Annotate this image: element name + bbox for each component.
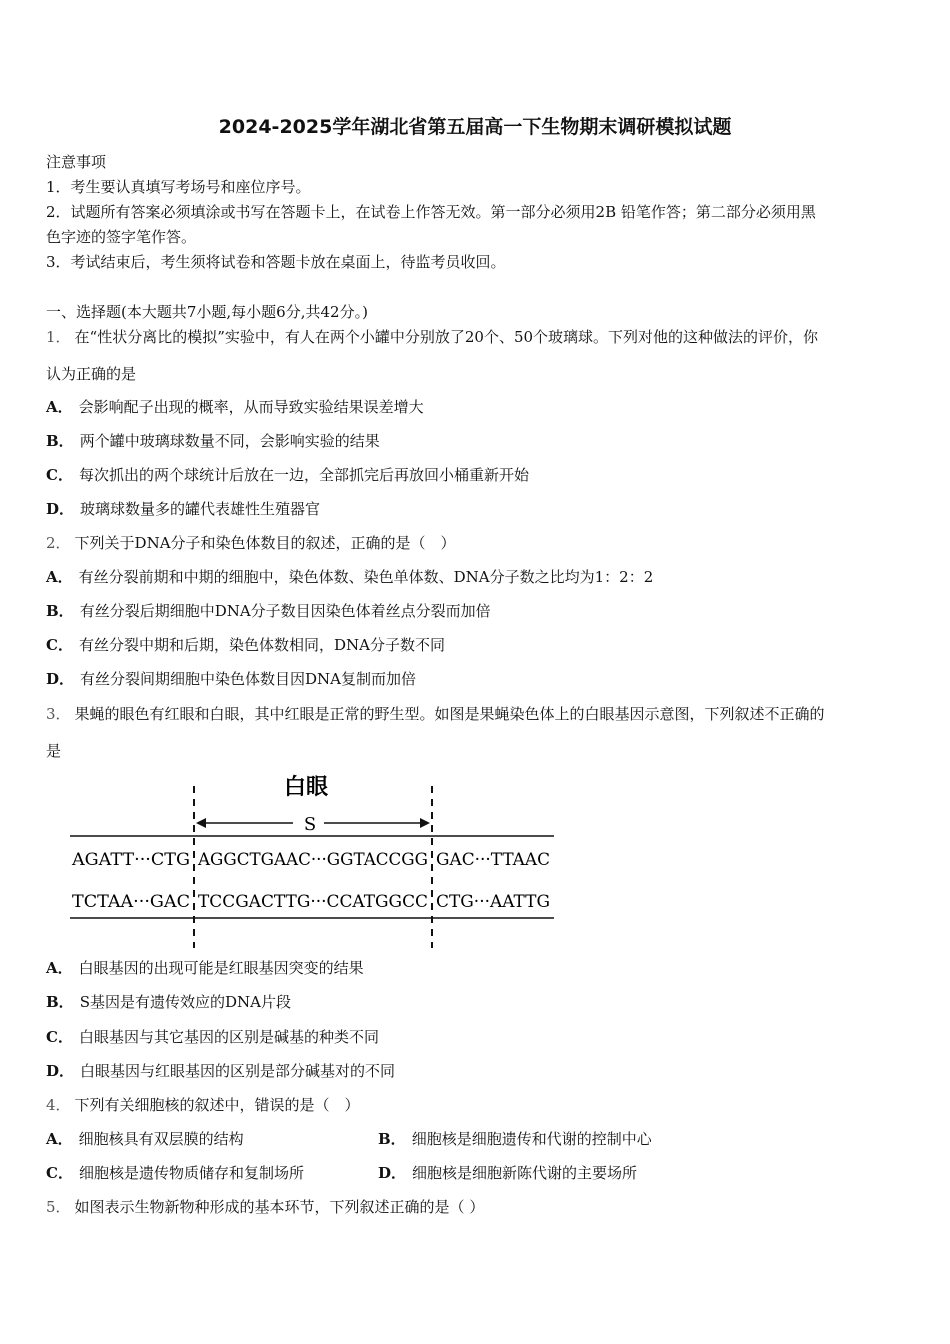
section-heading: 一、选择题(本大题共7小题,每小题6分,共42分。) <box>46 303 368 321</box>
notice-item-3: 3．考试结束后，考生须将试卷和答题卡放在桌面上，待监考员收回。 <box>46 253 506 271</box>
q1-option-a: A． 会影响配子出现的概率，从而导致实验结果误差增大 <box>46 398 424 416</box>
q3-option-d: D． 白眼基因与红眼基因的区别是部分碱基对的不同 <box>46 1062 396 1080</box>
bottom-strand-gene: TCCGACTTG···CCATGGCC <box>198 892 428 912</box>
top-strand-right: GAC···TTAAC <box>436 850 550 870</box>
question-text: 在“性状分离比的模拟”实验中，有人在两个小罐中分别放了20个、50个玻璃球。下列对他的这种做法的评价，你 <box>74 328 819 346</box>
bottom-strand-right: CTG···AATTG <box>436 892 550 912</box>
top-strand-gene: AGGCTGAAC···GGTACCGG <box>197 850 428 870</box>
notice-item-2: 2．试题所有答案必须填涂或书写在答题卡上，在试卷上作答无效。第一部分必须用2B 铅笔作答；第二部分必须用黑 <box>46 203 816 221</box>
question-number: 4． <box>46 1096 71 1114</box>
q4-option-c: C． 细胞核是遗传物质储存和复制场所 <box>46 1164 304 1182</box>
q4-option-b: B． 细胞核是细胞遗传和代谢的控制中心 <box>378 1130 652 1148</box>
question-5-stem <box>46 1197 484 1217</box>
span-label: S <box>303 814 317 835</box>
q3-option-c: C． 白眼基因与其它基因的区别是碱基的种类不同 <box>46 1028 379 1046</box>
q2-option-d: D． 有丝分裂间期细胞中染色体数目因DNA复制而加倍 <box>46 670 417 688</box>
q1-option-d: D． 玻璃球数量多的罐代表雄性生殖器官 <box>46 500 321 518</box>
question-2-stem <box>46 533 456 553</box>
q3-option-b: B． S基因是有遗传效应的DNA片段 <box>46 993 291 1011</box>
bottom-strand-left: TCTAA···GAC <box>72 892 190 912</box>
arrow-head-left <box>196 818 206 828</box>
question-4-stem <box>46 1095 360 1115</box>
notice-heading: 注意事项 <box>46 153 107 171</box>
question-1-stem <box>46 327 818 347</box>
notice-item-1: 1．考生要认真填写考场号和座位序号。 <box>46 178 311 196</box>
q1-option-c: C． 每次抓出的两个球统计后放在一边，全部抓完后再放回小桶重新开始 <box>46 466 529 484</box>
notice-item-2-cont: 色字迹的签字笔作答。 <box>46 228 197 246</box>
question-text: 果蝇的眼色有红眼和白眼，其中红眼是正常的野生型。如图是果蝇染色体上的白眼基因示意图，下列叙述不正确的 <box>74 705 825 723</box>
figure-label: 白眼 <box>283 775 329 800</box>
q4-option-d: D． 细胞核是细胞新陈代谢的主要场所 <box>378 1164 638 1182</box>
question-3-stem <box>46 704 825 724</box>
q2-option-b: B． 有丝分裂后期细胞中DNA分子数目因染色体着丝点分裂而加倍 <box>46 602 491 620</box>
top-strand-left: AGATT···CTG <box>70 850 190 870</box>
q2-option-a: A． 有丝分裂前期和中期的细胞中，染色体数、染色单体数、DNA分子数之比均为1：2：2 <box>46 568 654 586</box>
question-3-stem-cont: 是 <box>46 742 62 760</box>
q3-option-a: A． 白眼基因的出现可能是红眼基因突变的结果 <box>46 959 364 977</box>
question-number: 3． <box>46 705 71 723</box>
question-text: 如图表示生物新物种形成的基本环节，下列叙述正确的是（ ） <box>74 1198 485 1216</box>
question-text: 下列有关细胞核的叙述中，错误的是（ ） <box>74 1096 360 1114</box>
question-number: 2． <box>46 534 71 552</box>
arrow-head-right <box>420 818 430 828</box>
q4-option-a: A． 细胞核具有双层膜的结构 <box>46 1130 244 1148</box>
question-number: 5． <box>46 1198 71 1216</box>
question-text: 下列关于DNA分子和染色体数目的叙述，正确的是（ ） <box>74 534 456 552</box>
q2-option-c: C． 有丝分裂中期和后期，染色体数相同，DNA分子数不同 <box>46 636 445 654</box>
q1-option-b: B． 两个罐中玻璃球数量不同，会影响实验的结果 <box>46 432 380 450</box>
white-eye-gene-figure <box>68 770 558 950</box>
page-title: 2024-2025学年湖北省第五届高一下生物期末调研模拟试题 <box>218 116 732 138</box>
question-number: 1． <box>46 328 71 346</box>
question-1-stem-cont: 认为正确的是 <box>46 365 137 383</box>
